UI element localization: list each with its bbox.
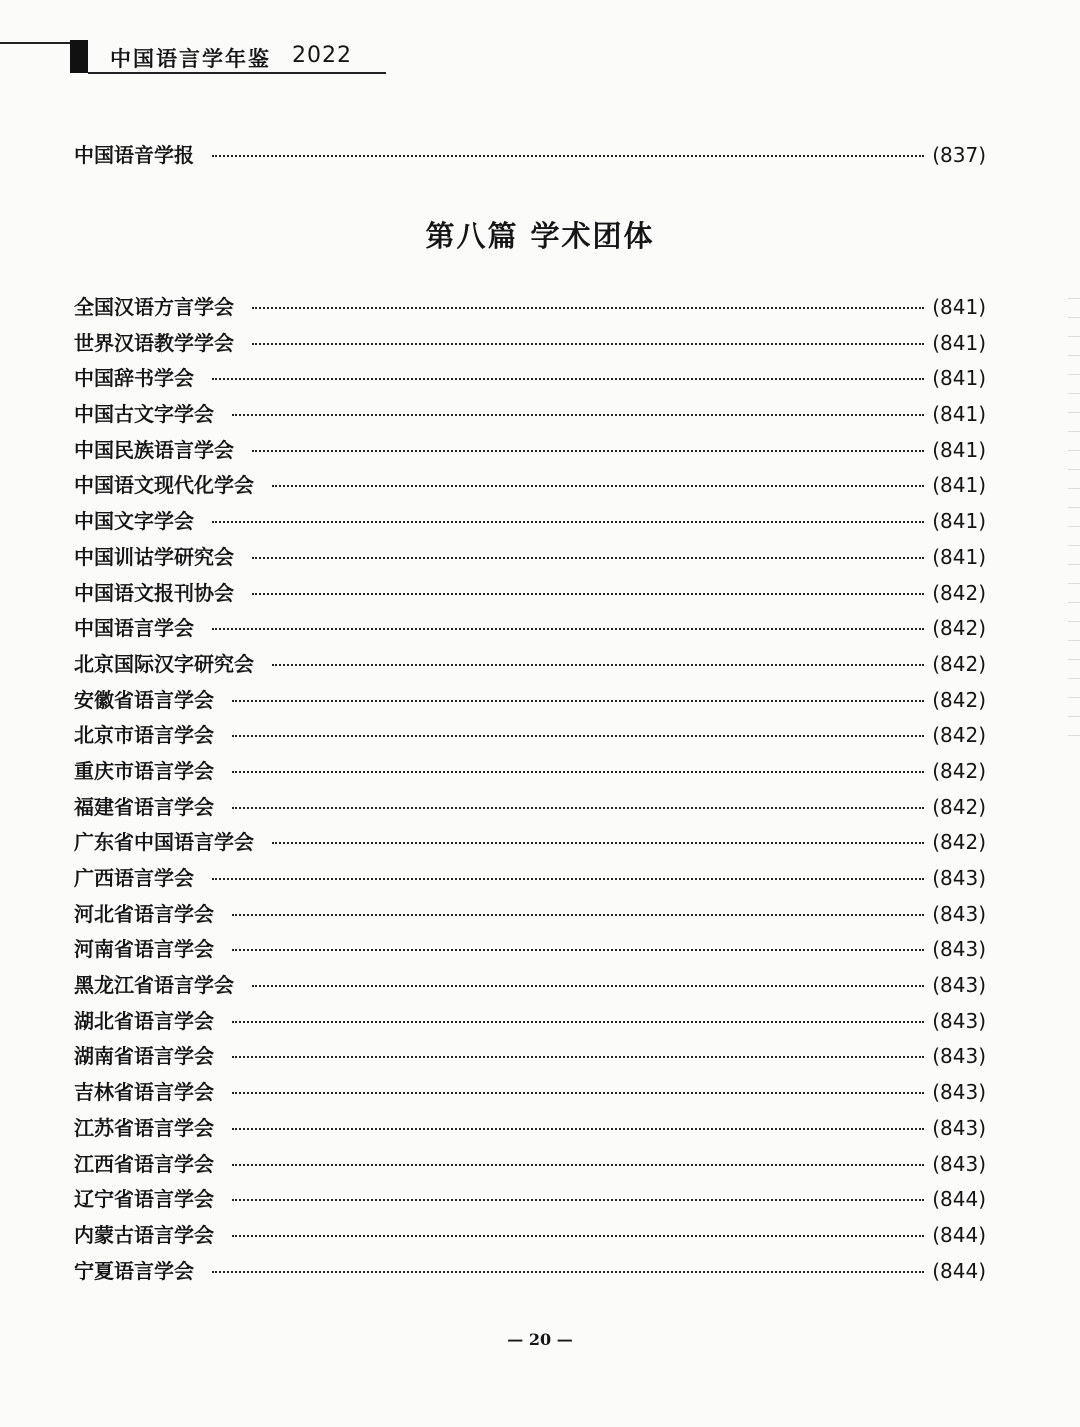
toc-entry-name: 河南省语言学会 xyxy=(74,937,214,962)
toc-leader-dots xyxy=(252,984,924,987)
header-year: 2022 xyxy=(292,43,352,68)
toc-entry-name: 重庆市语言学会 xyxy=(74,758,214,783)
toc-entry-page: (841) xyxy=(932,509,986,534)
toc-leader-dots xyxy=(272,841,924,844)
toc-leader-dots xyxy=(232,699,924,702)
toc-entry-name: 中国民族语言学会 xyxy=(74,437,234,462)
toc-entry-name: 中国语文报刊协会 xyxy=(74,580,234,605)
toc-entry xyxy=(74,612,986,648)
toc-entry xyxy=(74,898,986,934)
toc-entry-page: (841) xyxy=(932,366,986,391)
toc-entry-name: 湖南省语言学会 xyxy=(74,1044,214,1069)
toc-entry-name: 中国语言学会 xyxy=(74,616,194,641)
toc-entry-page: (844) xyxy=(932,1187,986,1212)
toc-entry xyxy=(74,719,986,755)
toc-entry-page: (843) xyxy=(932,1115,986,1140)
toc-entry-page: (841) xyxy=(932,295,986,319)
toc-entry xyxy=(74,434,986,470)
toc-entry-page: (842) xyxy=(932,830,986,855)
toc-entry-page: (841) xyxy=(932,473,986,498)
toc-entry-page: (842) xyxy=(932,687,986,712)
toc-entry-page: (843) xyxy=(932,1008,986,1033)
toc-entry-page: (843) xyxy=(932,1044,986,1069)
header-black-bar xyxy=(70,40,88,73)
toc-leader-dots xyxy=(252,592,924,595)
toc-leader-dots xyxy=(232,806,924,809)
toc-entry xyxy=(74,826,986,862)
toc-leader-dots xyxy=(272,663,924,666)
toc-entry-page: (841) xyxy=(932,402,986,427)
header-rule-bottom xyxy=(88,72,386,74)
toc-entry-name: 中国古文字学会 xyxy=(74,402,214,427)
toc-entry-name: 广西语言学会 xyxy=(74,866,194,890)
toc-entry-name: 吉林省语言学会 xyxy=(74,1080,214,1105)
toc-leader-dots xyxy=(232,1234,924,1237)
toc-entry-page: (837) xyxy=(932,143,986,167)
toc-entry xyxy=(74,1183,986,1219)
toc-entry-name: 内蒙古语言学会 xyxy=(74,1222,214,1247)
toc-leader-dots xyxy=(252,342,924,345)
toc-leader-dots xyxy=(232,734,924,737)
toc-entry-page: (843) xyxy=(932,901,986,926)
toc-leader-dots xyxy=(212,520,924,523)
toc-entry xyxy=(74,755,986,791)
toc-leader-dots xyxy=(232,1055,924,1058)
toc-leader-dots xyxy=(252,306,924,309)
toc-leader-dots xyxy=(232,1198,924,1201)
toc-leader-dots xyxy=(232,413,924,416)
toc-leader-dots xyxy=(212,154,924,157)
toc-entry xyxy=(74,505,986,541)
toc-entry-page: (843) xyxy=(932,973,986,998)
toc-entry-name: 河北省语言学会 xyxy=(74,901,214,926)
toc-entry xyxy=(74,862,986,898)
toc-leader-dots xyxy=(232,1091,924,1094)
toc-entry-name: 全国汉语方言学会 xyxy=(74,295,234,319)
toc-entry-page: (842) xyxy=(932,616,986,641)
toc-entry xyxy=(74,1219,986,1255)
toc-entry-name: 中国辞书学会 xyxy=(74,366,194,391)
toc-entry xyxy=(74,933,986,969)
toc-entry-name: 湖北省语言学会 xyxy=(74,1008,214,1033)
toc-entry xyxy=(74,648,986,684)
header-title: 中国语言学年鉴 xyxy=(110,47,271,71)
toc-leader-dots xyxy=(232,948,924,951)
toc-entry-name: 辽宁省语言学会 xyxy=(74,1187,214,1212)
toc-entry-name: 北京市语言学会 xyxy=(74,723,214,748)
toc-entry xyxy=(74,1112,986,1148)
section-title: 第八篇 学术团体 xyxy=(425,219,655,253)
toc-entry-page: (841) xyxy=(932,544,986,569)
toc-entry xyxy=(74,684,986,720)
toc-entry-page: (843) xyxy=(932,937,986,962)
toc-entry-page: (842) xyxy=(932,794,986,819)
toc-entry xyxy=(74,291,986,327)
toc-entry xyxy=(74,1148,986,1184)
toc-entry-name: 世界汉语教学学会 xyxy=(74,330,234,355)
toc-entry-page: (842) xyxy=(932,651,986,676)
toc-leader-dots xyxy=(232,770,924,773)
toc-entry-page: (842) xyxy=(932,580,986,605)
toc-entry xyxy=(74,398,986,434)
scan-edge-marks xyxy=(1068,280,1080,740)
toc-entry xyxy=(74,541,986,577)
toc-leader-dots xyxy=(232,1127,924,1130)
toc-entry-name: 江西省语言学会 xyxy=(74,1151,214,1176)
toc-entry-page: (844) xyxy=(932,1258,986,1283)
toc-entry-page: (843) xyxy=(932,1080,986,1105)
toc-entry-name: 广东省中国语言学会 xyxy=(74,830,254,855)
toc-entry-name: 中国训诂学研究会 xyxy=(74,544,234,569)
toc-entry-page: (843) xyxy=(932,866,986,890)
toc-leader-dots xyxy=(212,627,924,630)
toc-entry xyxy=(74,1005,986,1041)
header-rule-top xyxy=(0,42,70,44)
toc-entry xyxy=(74,469,986,505)
toc-entry xyxy=(74,791,986,827)
toc-entry-name: 中国语文现代化学会 xyxy=(74,473,254,498)
toc-leader-dots xyxy=(232,913,924,916)
toc-entry xyxy=(74,1255,986,1291)
running-header xyxy=(0,40,390,74)
toc-entry-page: (841) xyxy=(932,437,986,462)
toc-entry-page: (843) xyxy=(932,1151,986,1176)
toc-entry xyxy=(74,1040,986,1076)
toc-leader-dots xyxy=(272,484,924,487)
toc-list xyxy=(74,291,986,1290)
toc-entry-name: 北京国际汉字研究会 xyxy=(74,651,254,676)
toc-entry-page: (844) xyxy=(932,1222,986,1247)
toc-first-block xyxy=(74,139,986,175)
toc-leader-dots xyxy=(212,377,924,380)
toc-leader-dots xyxy=(252,556,924,559)
toc-entry xyxy=(74,577,986,613)
toc-entry-name: 中国语音学报 xyxy=(74,143,194,167)
toc-leader-dots xyxy=(212,1270,924,1273)
toc-leader-dots xyxy=(232,1020,924,1023)
toc-entry xyxy=(74,969,986,1005)
toc-entry-page: (842) xyxy=(932,758,986,783)
toc-leader-dots xyxy=(252,449,924,452)
toc-entry-page: (841) xyxy=(932,330,986,355)
toc-entry xyxy=(74,362,986,398)
toc-entry-name: 中国文字学会 xyxy=(74,509,194,534)
toc-entry-name: 安徽省语言学会 xyxy=(74,687,214,712)
toc-entry-name: 江苏省语言学会 xyxy=(74,1115,214,1140)
toc-entry-page: (842) xyxy=(932,723,986,748)
toc-entry-name: 宁夏语言学会 xyxy=(74,1258,194,1283)
toc-entry-name: 黑龙江省语言学会 xyxy=(74,973,234,998)
toc-entry xyxy=(74,327,986,363)
toc-leader-dots xyxy=(212,877,924,880)
toc-entry xyxy=(74,1076,986,1112)
page-number: — 20 — xyxy=(507,1330,573,1349)
toc-entry-name: 福建省语言学会 xyxy=(74,794,214,819)
toc-entry xyxy=(74,139,986,175)
toc-leader-dots xyxy=(232,1163,924,1166)
